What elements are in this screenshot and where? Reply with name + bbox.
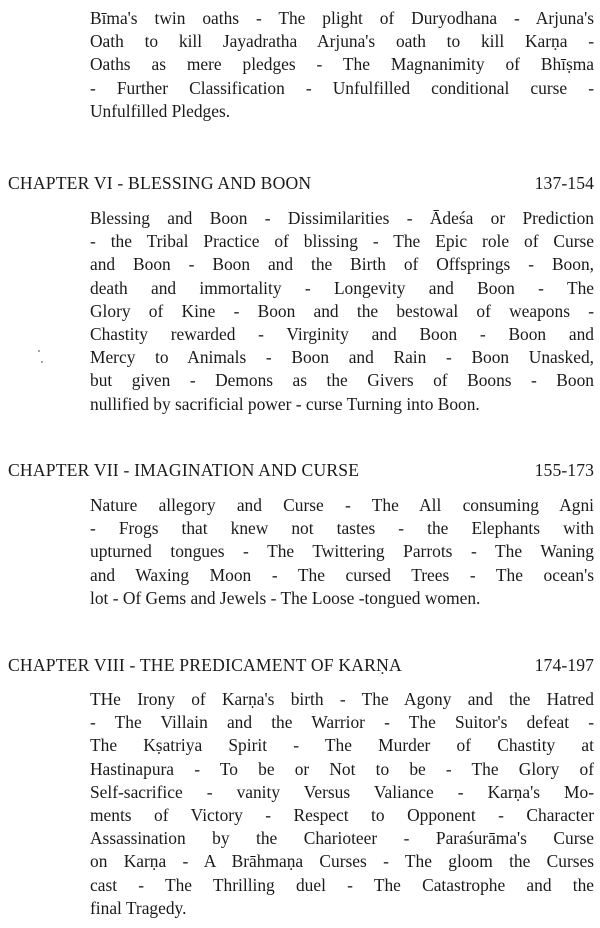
text-line: and Waxing Moon - The cursed Trees - The ocean's [90, 564, 594, 585]
text-line: Glory of Kine - Boon and the bestowal of weapons - [90, 300, 594, 321]
text-line: final Tragedy. [90, 897, 187, 918]
chapter-title: CHAPTER VIII - THE PREDICAMENT OF KARṆA [8, 655, 402, 675]
chapter-heading [8, 172, 594, 195]
text-line: Self-sacrifice - vanity Versus Valiance - Karṇa's Mo- [90, 781, 594, 802]
text-line: Assassination by the Charioteer - Paraśurāma's Curse [90, 828, 594, 849]
chapter-heading [8, 459, 594, 482]
text-line: cast - The Thrilling duel - The Catastrophe and the [90, 874, 594, 895]
text-line: Oaths as mere pledges - The Magnanimity of Bhīṣma [90, 54, 594, 75]
text-line: Nature allegory and Curse - The All consuming Agni [90, 495, 594, 515]
print-specks [38, 350, 44, 364]
chapter-summary [90, 207, 594, 416]
text-line: Bīma's twin oaths - The plight of Duryodhana - Arjuna's [90, 8, 594, 28]
chapter-summary [90, 494, 594, 610]
chapter-summary [90, 688, 594, 920]
text-line: Oath to kill Jayadratha Arjuna's oath to kill Karṇa - [90, 31, 594, 52]
text-line: lot - Of Gems and Jewels - The Loose -tongued women. [90, 587, 481, 608]
text-line: THe Irony of Karṇa's birth - The Agony and the Hatred [90, 689, 594, 709]
text-line: - Further Classification - Unfulfilled conditional curse - [90, 77, 594, 98]
text-line: but given - Demons as the Givers of Boons - Boon [90, 370, 594, 391]
text-line: Chastity rewarded - Virginity and Boon - Boon and [90, 324, 594, 345]
text-line: ments of Victory - Respect to Opponent - Character [90, 805, 594, 826]
text-line: Mercy to Animals - Boon and Rain - Boon Unasked, [90, 347, 594, 368]
text-line: - the Tribal Practice of blissing - The Epic role of Curse [90, 231, 594, 252]
intro-paragraph [90, 7, 594, 123]
text-line: Blessing and Boon - Dissimilarities - Ādeśa or Prediction [90, 208, 594, 228]
text-line: and Boon - Boon and the Birth of Offsprings - Boon, [90, 254, 594, 275]
text-line: upturned tongues - The Twittering Parrots - The Waning [90, 541, 594, 562]
chapter-title: CHAPTER VI - BLESSING AND BOON [8, 173, 312, 193]
chapter-pages: 155-173 [534, 460, 594, 480]
text-line: The Kṣatriya Spirit - The Murder of Chastity at [90, 735, 594, 756]
text-line: Unfulfilled Pledges. [90, 100, 231, 121]
chapter-title: CHAPTER VII - IMAGINATION AND CURSE [8, 460, 360, 480]
text-line: on Karṇa - A Brāhmaṇa Curses - The gloom the Curses [90, 851, 594, 872]
text-line: - Frogs that knew not tastes - the Elephants with [90, 518, 594, 539]
text-line: death and immortality - Longevity and Boon - The [90, 277, 594, 298]
text-line: Hastinapura - To be or Not to be - The Glory of [90, 758, 594, 779]
chapter-heading [8, 654, 594, 677]
text-line: - The Villain and the Warrior - The Suitor's defeat - [90, 712, 594, 733]
chapter-pages: 137-154 [534, 173, 594, 193]
chapter-pages: 174-197 [534, 655, 594, 675]
text-line: nullified by sacrificial power - curse Turning into Boon. [90, 393, 480, 414]
